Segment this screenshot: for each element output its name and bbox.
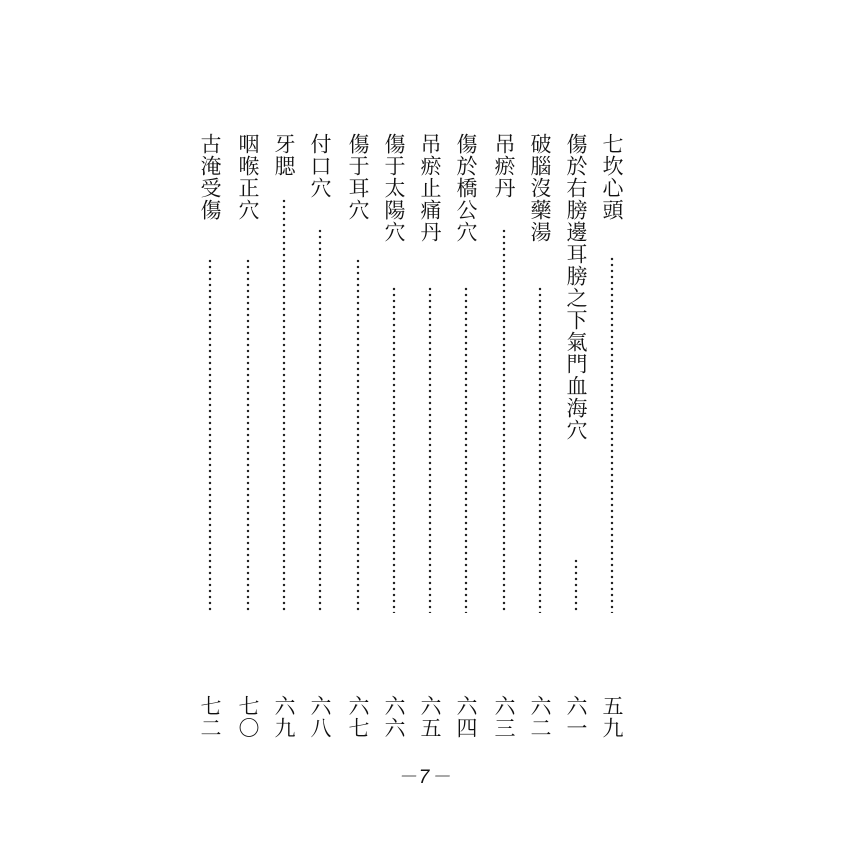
dot-leader: [281, 198, 287, 613]
entry-page-number: 六一: [564, 695, 588, 739]
entry-title: 古淹受傷: [198, 133, 222, 221]
dot-leader: [317, 228, 323, 613]
entry-title: 破腦沒藥湯: [528, 133, 552, 243]
entry-title: 付口穴: [308, 133, 332, 199]
toc-entry: [525, 133, 555, 748]
toc-entry: [269, 133, 299, 748]
entry-page-number: 六五: [418, 695, 442, 739]
entry-title: 傷于太陽穴: [382, 133, 406, 243]
dot-leader: [207, 258, 213, 613]
entry-title: 傷於橋公穴: [454, 133, 478, 243]
dot-leader: [391, 286, 397, 613]
toc-entry: [489, 133, 519, 748]
entry-page-number: 六三: [492, 695, 516, 739]
entry-page-number: 六八: [308, 695, 332, 739]
entry-page-number: 六四: [454, 695, 478, 739]
entry-page-number: 五九: [600, 695, 624, 739]
entry-title: 牙腮: [272, 133, 296, 177]
toc-entry: [305, 133, 335, 748]
entry-title: 傷於右膀邊耳膀之下氣門血海穴: [564, 133, 588, 441]
entry-title: 吊瘀止痛丹: [418, 133, 442, 243]
dot-leader: [427, 286, 433, 613]
entry-page-number: 六六: [382, 695, 406, 739]
dot-leader: [609, 256, 615, 613]
entry-title: 吊瘀丹: [492, 133, 516, 199]
entry-page-number: 七二: [198, 695, 222, 739]
page-number-footer: －7－: [397, 767, 453, 788]
entry-title: 傷于耳穴: [346, 133, 370, 221]
dot-leader: [573, 558, 579, 613]
toc-entry: [561, 133, 591, 748]
toc-entry: [343, 133, 373, 748]
toc-entry: [233, 133, 263, 748]
entry-title: 咽喉正穴: [236, 133, 260, 221]
dot-leader: [355, 258, 361, 613]
toc-entry: [195, 133, 225, 748]
dot-leader: [537, 286, 543, 613]
dot-leader: [245, 258, 251, 613]
toc-entry: [451, 133, 481, 748]
toc-entry: [415, 133, 445, 748]
entry-title: 七坎心頭: [600, 133, 624, 221]
dot-leader: [501, 228, 507, 613]
entry-page-number: 六二: [528, 695, 552, 739]
entry-page-number: 七〇: [236, 695, 260, 739]
dot-leader: [463, 286, 469, 613]
toc-entry: [597, 133, 627, 748]
toc-entry: [379, 133, 409, 748]
entry-page-number: 六九: [272, 695, 296, 739]
entry-page-number: 六七: [346, 695, 370, 739]
